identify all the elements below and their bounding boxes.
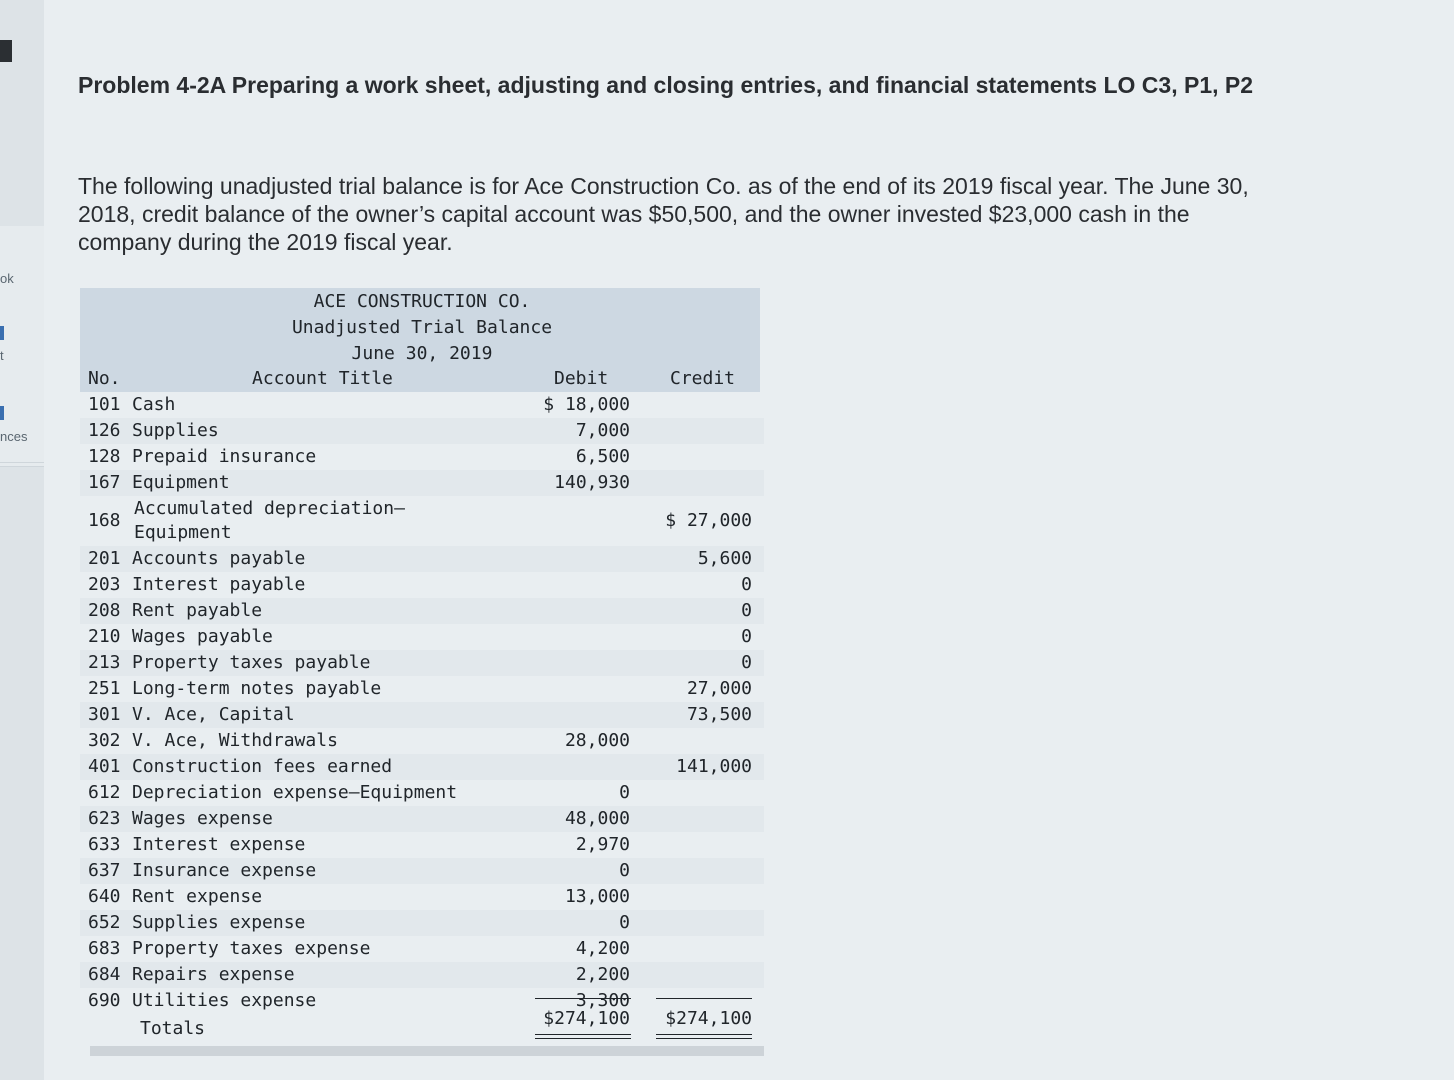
table-row xyxy=(80,676,764,702)
table-row xyxy=(80,806,764,832)
credit-amount: 141,000 xyxy=(676,756,752,777)
table-row xyxy=(80,392,764,418)
debit-amount: 0 xyxy=(619,782,630,803)
account-title-continued: Equipment xyxy=(134,522,232,543)
table-row xyxy=(80,832,764,858)
statement-date: June 30, 2019 xyxy=(351,343,493,364)
account-number: 201 xyxy=(88,548,121,569)
account-title: Supplies xyxy=(132,420,219,441)
account-title: Interest expense xyxy=(132,834,306,855)
trial-balance-table xyxy=(80,288,764,1058)
account-title: Insurance expense xyxy=(132,860,317,881)
account-number: 633 xyxy=(88,834,121,855)
totals-credit: $274,100 xyxy=(665,1008,752,1029)
account-number: 167 xyxy=(88,472,121,493)
account-number: 623 xyxy=(88,808,121,829)
table-row xyxy=(80,728,764,754)
table-row xyxy=(80,418,764,444)
credit-amount: 27,000 xyxy=(686,678,752,699)
account-number: 210 xyxy=(88,626,121,647)
account-number: 251 xyxy=(88,678,121,699)
account-title: Interest payable xyxy=(132,574,306,595)
debit-amount: 6,500 xyxy=(575,446,630,467)
totals-label: Totals xyxy=(140,1018,206,1039)
column-header-no: No. xyxy=(88,368,121,389)
account-number: 640 xyxy=(88,886,121,907)
credit-amount: 0 xyxy=(741,600,752,621)
account-title: Rent expense xyxy=(132,886,263,907)
credit-amount: 0 xyxy=(741,574,752,595)
sidebar-tab-label: ok xyxy=(0,271,14,286)
debit-amount: 140,930 xyxy=(554,472,630,493)
credit-amount: $ 27,000 xyxy=(665,510,752,531)
totals-row xyxy=(80,1006,764,1039)
debit-amount: 7,000 xyxy=(575,420,630,441)
credit-amount: 73,500 xyxy=(686,704,752,725)
table-row xyxy=(80,624,764,650)
credit-double-rule xyxy=(656,1034,752,1039)
account-number: 652 xyxy=(88,912,121,933)
account-title: Accounts payable xyxy=(132,548,306,569)
account-number: 637 xyxy=(88,860,121,881)
debit-amount: 3,300 xyxy=(575,990,630,1011)
table-footer-band xyxy=(90,1046,764,1056)
sidebar-tab-label: nces xyxy=(0,429,28,444)
sidebar-tab-label: t xyxy=(0,348,4,363)
debit-amount: 0 xyxy=(619,860,630,881)
credit-total-rule xyxy=(656,998,752,999)
account-number: 128 xyxy=(88,446,121,467)
table-row xyxy=(80,572,764,598)
account-title: Depreciation expense–Equipment xyxy=(132,782,458,803)
account-number: 690 xyxy=(88,990,121,1011)
table-row xyxy=(80,858,764,884)
credit-amount: 0 xyxy=(741,626,752,647)
account-number: 213 xyxy=(88,652,121,673)
account-title: V. Ace, Capital xyxy=(132,704,295,725)
table-row xyxy=(80,496,764,546)
debit-amount: $ 18,000 xyxy=(543,394,630,415)
debit-total-rule xyxy=(535,998,631,999)
account-number: 683 xyxy=(88,938,121,959)
table-row xyxy=(80,936,764,962)
table-row xyxy=(80,884,764,910)
debit-double-rule xyxy=(535,1034,631,1039)
account-number: 208 xyxy=(88,600,121,621)
table-row xyxy=(80,470,764,496)
account-title: Wages payable xyxy=(132,626,273,647)
account-number: 401 xyxy=(88,756,121,777)
debit-amount: 2,970 xyxy=(575,834,630,855)
account-title: Accumulated depreciation– xyxy=(134,498,405,519)
table-row xyxy=(80,910,764,936)
account-title: Property taxes expense xyxy=(132,938,371,959)
account-number: 168 xyxy=(88,510,121,531)
column-header-debit: Debit xyxy=(554,368,609,389)
account-number: 301 xyxy=(88,704,121,725)
account-number: 612 xyxy=(88,782,121,803)
account-number: 203 xyxy=(88,574,121,595)
column-header-credit: Credit xyxy=(670,368,736,389)
account-number: 684 xyxy=(88,964,121,985)
account-title: Long-term notes payable xyxy=(132,678,382,699)
debit-amount: 13,000 xyxy=(564,886,630,907)
table-row xyxy=(80,444,764,470)
table-row xyxy=(80,546,764,572)
table-row xyxy=(80,702,764,728)
account-title: Property taxes payable xyxy=(132,652,371,673)
account-number: 126 xyxy=(88,420,121,441)
debit-amount: 28,000 xyxy=(564,730,630,751)
account-title: Repairs expense xyxy=(132,964,295,985)
table-row xyxy=(80,754,764,780)
totals-debit: $274,100 xyxy=(543,1008,630,1029)
account-title: Utilities expense xyxy=(132,990,317,1011)
account-title: Construction fees earned xyxy=(132,756,393,777)
credit-amount: 5,600 xyxy=(697,548,752,569)
debit-amount: 2,200 xyxy=(575,964,630,985)
table-row xyxy=(80,962,764,988)
account-number: 302 xyxy=(88,730,121,751)
account-title: Prepaid insurance xyxy=(132,446,317,467)
statement-title: Unadjusted Trial Balance xyxy=(291,317,553,338)
account-title: Rent payable xyxy=(132,600,263,621)
column-header-account: Account Title xyxy=(252,368,393,389)
company-name: ACE CONSTRUCTION CO. xyxy=(313,291,531,312)
credit-amount: 0 xyxy=(741,652,752,673)
account-title: Equipment xyxy=(132,472,230,493)
debit-amount: 48,000 xyxy=(564,808,630,829)
account-title: Cash xyxy=(132,394,176,415)
debit-amount: 4,200 xyxy=(575,938,630,959)
table-row xyxy=(80,780,764,806)
problem-intro: The following unadjusted trial balance is for Ace Construction Co. as of the end of its 2019 fiscal year. The June 30, 2018, credit balance of the owner’s capital account was $50,500, and the owner invested $23,000 cash in the company during the 2019 fiscal year. xyxy=(78,173,1249,255)
account-title: Supplies expense xyxy=(132,912,306,933)
account-number: 101 xyxy=(88,394,121,415)
account-title: Wages expense xyxy=(132,808,273,829)
debit-amount: 0 xyxy=(619,912,630,933)
table-row xyxy=(80,598,764,624)
problem-title: Problem 4-2A Preparing a work sheet, adjusting and closing entries, and financial statements LO C3, P1, P2 xyxy=(78,72,1254,98)
account-title: V. Ace, Withdrawals xyxy=(132,730,338,751)
table-row xyxy=(80,650,764,676)
